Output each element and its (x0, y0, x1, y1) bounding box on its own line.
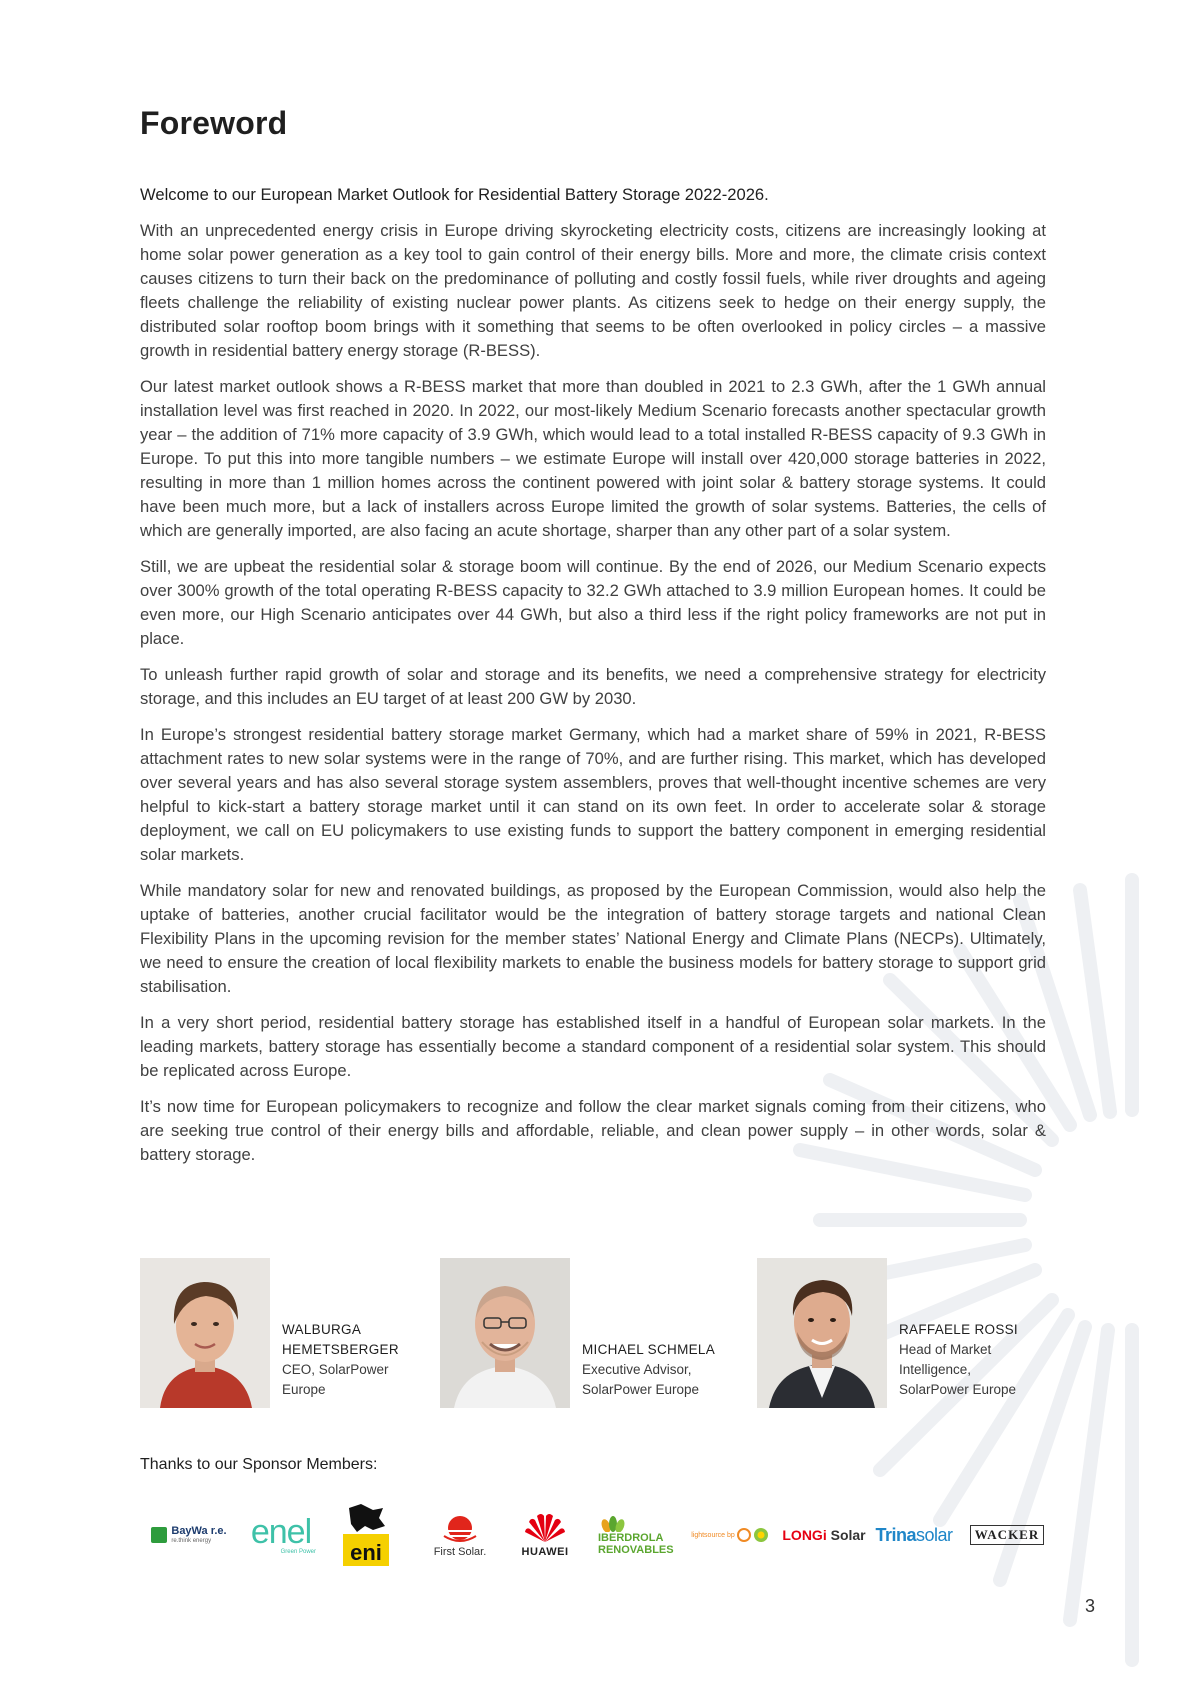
wacker-logo (966, 1500, 1048, 1570)
iberdrola-logo (598, 1500, 682, 1570)
signatory-name: WALBURGA (282, 1322, 362, 1337)
enel-tagline: Green Power (280, 1549, 316, 1555)
paragraph: In Europe’s strongest residential battery storage market Germany, which had a market share of 59% in 2021, R-BESS attachment rates to new solar systems were in the range of 70%, and are further rising. This market, which has developed over several years and has also several storage system assemblers, proves that well-thought incentive schemes are very helpful to kick-start a battery storage market until it can stand on its own feet. In order to accelerate solar & storage deployment, we call on EU policymakers to use existing funds to support the battery component in emerging residential solar markets. (140, 725, 1046, 864)
signatory-info (582, 1340, 715, 1408)
longi-name (782, 1527, 865, 1543)
trina-name-b: solar (916, 1524, 953, 1545)
sponsor-heading: Thanks to our Sponsor Members: (140, 1456, 378, 1473)
intro-line: Welcome to our European Market Outlook for Residential Battery Storage 2022-2026. (140, 185, 769, 204)
signatory-role: CEO, SolarPower (282, 1362, 389, 1377)
signatory-role: Intelligence, (899, 1362, 972, 1377)
sponsor-logos (140, 1500, 1060, 1570)
paragraph: In a very short period, residential battery storage has established itself in a handful of European solar markets. In the leading markets, battery storage has essentially become a standard component of a residential solar system. This should be replicated across Europe. (140, 1013, 1046, 1080)
paragraph: To unleash further rapid growth of solar and storage and its benefits, we need a comprehensive strategy for electricity storage, and this includes an EU target of at least 200 GW by 2030. (140, 665, 1046, 708)
longi-name-b: Solar (826, 1527, 866, 1543)
longi-logo (782, 1500, 866, 1570)
signatory-name: HEMETSBERGER (282, 1342, 399, 1357)
paragraph: Still, we are upbeat the residential solar & storage boom will continue. By the end of 2026, our Medium Scenario expects over 300% growth of the total operating R-BESS capacity to 32.2 GWh attached to 3.9 million European homes. It could be even more, our High Scenario anticipates over 44 GWh, but also a third less if the right policy frameworks are not put in place. (140, 557, 1046, 648)
trina-name (875, 1525, 952, 1546)
paragraph: With an unprecedented energy crisis in Europe driving skyrocketing electricity costs, citizens are increasingly looking at home solar power generation as a key tool to gain control of their energy bills. More and more, the climate crisis context causes citizens to turn their back on the predominance of polluting and costly fossil fuels, while river droughts and ageing fleets challenge the reliability of existing nuclear power plants. As citizens seek to hedge on their energy supply, the distributed solar rooftop boom brings with it something that seems to be often overlooked in policy circles – a massive growth in residential battery energy storage (R-BESS). (140, 221, 1046, 360)
baywa-logo (148, 1500, 230, 1570)
baywa-tagline: re.think energy (171, 1538, 212, 1544)
foreword-body (140, 183, 1046, 1179)
trina-name-a: Trina (875, 1524, 916, 1545)
iberdrola-subname: RENOVABLES (598, 1544, 674, 1556)
iberdrola-name: IBERDROLA (598, 1532, 664, 1544)
paragraph: While mandatory solar for new and renovated buildings, as proposed by the European Commission, would also help the uptake of batteries, another crucial facilitator would be the integration of battery storage targets and national Clean Flexibility Plans in the upcoming revision for the member states’ National Energy and Climate Plans (NECPs). Ultimately, we need to ensure the creation of local flexibility markets to enable the business models for battery storage to support grid stabilisation. (140, 881, 1046, 996)
portrait-photo (440, 1258, 570, 1408)
lightsource-name: lightsource bp (691, 1531, 735, 1539)
eni-dog-icon (343, 1504, 389, 1566)
firstsolar-sun-icon (442, 1512, 478, 1544)
signatory-role: SolarPower Europe (899, 1382, 1017, 1397)
firstsolar-name: First Solar. (433, 1546, 487, 1558)
page-title: Foreword (140, 105, 288, 141)
portrait-photo (140, 1258, 270, 1408)
iberdrola-leaves-icon (598, 1514, 628, 1532)
signatory-role: Executive Advisor, (582, 1362, 692, 1377)
paragraph: It’s now time for European policymakers to recognize and follow the clear market signals coming from their citizens, who are seeking true control of their energy bills and affordable, reliable, and clean power supply – in other words, solar & battery storage. (140, 1097, 1046, 1164)
huawei-name: HUAWEI (521, 1546, 569, 1558)
lightsource-circles-icon (735, 1526, 771, 1544)
baywa-mark-icon (151, 1527, 167, 1543)
signatory-rossi (757, 1258, 1018, 1408)
eni-name: eni (350, 1540, 382, 1565)
portrait-photo (757, 1258, 887, 1408)
signatory-info (282, 1320, 399, 1408)
baywa-name: BayWa r.e. (171, 1525, 227, 1537)
signatory-hemetsberger (140, 1258, 399, 1408)
signatory-info (899, 1320, 1018, 1408)
signatory-role: SolarPower Europe (582, 1382, 700, 1397)
trina-logo (872, 1500, 956, 1570)
eni-logo (338, 1500, 394, 1570)
wacker-name: WACKER (970, 1525, 1045, 1545)
enel-logo (238, 1500, 324, 1570)
signatory-schmela (440, 1258, 715, 1408)
signatory-name: MICHAEL SCHMELA (582, 1342, 716, 1357)
signatory-name: RAFFAELE ROSSI (899, 1322, 1018, 1337)
huawei-petal-icon (525, 1512, 565, 1544)
signatory-role: Europe (282, 1382, 326, 1397)
lightsource-logo (685, 1500, 777, 1570)
signatories (140, 1258, 1060, 1408)
enel-name: enel (250, 1513, 312, 1551)
huawei-logo (510, 1500, 580, 1570)
paragraph: Our latest market outlook shows a R-BESS market that more than doubled in 2021 to 2.3 GWh, after the 1 GWh annual installation level was first reached in 2020. In 2022, our most-likely Medium Scenario forecasts another spectacular growth year – the addition of 71% more capacity of 3.9 GWh, which would lead to a total installed R-BESS capacity of 9.3 GWh in Europe. To put this into more tangible numbers – we estimate Europe will install over 420,000 storage batteries in 2022, resulting in more than 1 million homes across the continent powered with joint solar & battery storage systems. It could have been much more, but a lack of installers across Europe limited the growth of solar systems. Batteries, the cells of which are generally imported, are also facing an acute shortage, sharper than any other part of a solar system. (140, 377, 1046, 540)
signatory-role: Head of Market (899, 1342, 992, 1357)
longi-name-a: LONGi (782, 1527, 827, 1543)
firstsolar-logo (420, 1500, 500, 1570)
page-number: 3 (1085, 1596, 1096, 1616)
